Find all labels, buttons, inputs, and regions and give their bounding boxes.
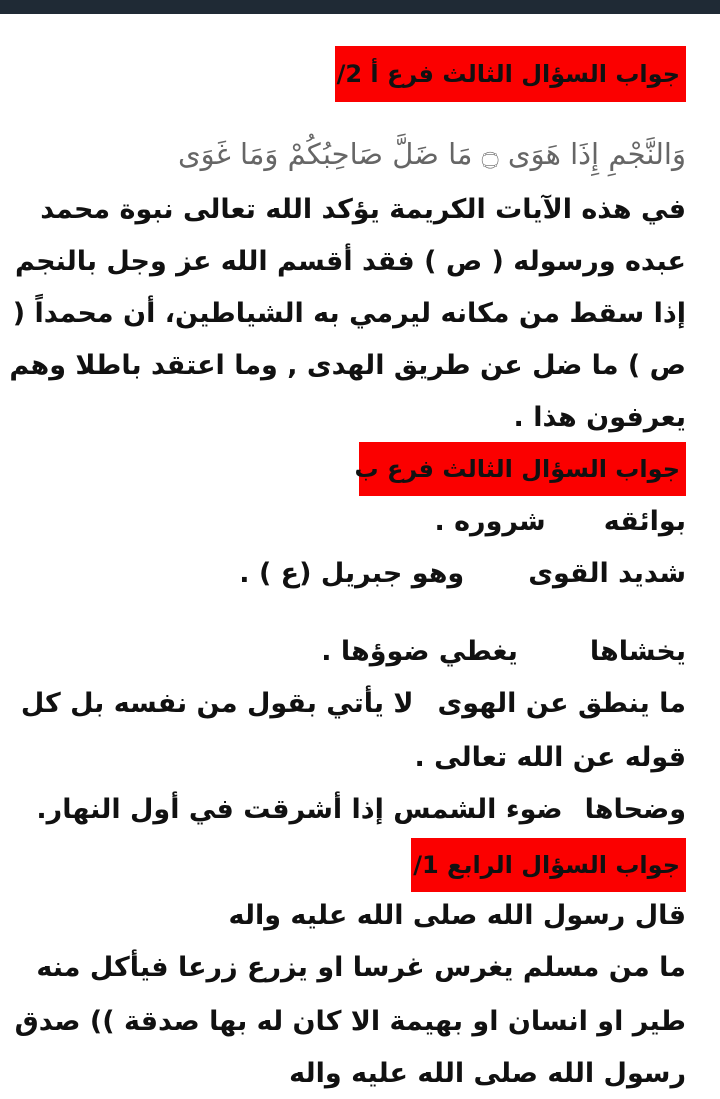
paragraph-line: ص ) ما ضل عن طريق الهدى , وما اعتقد باطلا وهم <box>9 350 686 381</box>
vocab-word: وضحاها <box>584 794 686 825</box>
paragraph-line: إذا سقط من مكانه ليرمي به الشياطين، أن محمداً ( <box>12 298 686 329</box>
vocab-continuation: قوله عن الله تعالى . <box>414 742 686 773</box>
vocab-word: بوائقه <box>603 506 686 537</box>
vocab-meaning: شروره . <box>434 506 546 537</box>
vocab-row <box>239 554 686 594</box>
vocab-row <box>321 632 686 672</box>
paragraph-line: يعرفون هذا . <box>513 402 686 433</box>
quran-verse: وَالنَّجْمِ إِذَا هَوَى ۝ مَا ضَلَّ صَاحِبُكُمْ وَمَا غَوَى <box>177 137 686 171</box>
vocab-word: شديد القوى <box>528 558 686 589</box>
vocab-row <box>21 684 686 724</box>
heading-question3-branch-a: جواب السؤال الثالث فرع أ 2/ <box>335 46 686 102</box>
vocab-row <box>36 790 686 830</box>
paragraph-line: طير او انسان او بهيمة الا كان له بها صدقة )) صدق <box>14 1006 686 1037</box>
vocab-word: ما ينطق عن الهوى <box>437 688 686 719</box>
paragraph-line: رسول الله صلى الله عليه واله <box>289 1058 686 1089</box>
vocab-row <box>434 502 686 542</box>
heading-question3-branch-b: جواب السؤال الثالث فرع ب <box>359 442 686 496</box>
heading-question4-branch-1: جواب السؤال الرابع 1/ <box>411 838 686 892</box>
vocab-meaning: وهو جبريل (ع ) . <box>239 558 465 589</box>
vocab-meaning: ضوء الشمس إذا أشرقت في أول النهار. <box>36 794 563 825</box>
vocab-meaning: يغطي ضوؤها . <box>321 636 518 667</box>
paragraph-line: ما من مسلم يغرس غرسا او يزرع زرعا فيأكل منه <box>36 952 686 983</box>
vocab-word: يخشاها <box>589 636 686 667</box>
vocab-meaning: لا يأتي بقول من نفسه بل كل <box>20 688 414 719</box>
paragraph-line: عبده ورسوله ( ص ) فقد أقسم الله عز وجل بالنجم <box>14 246 686 277</box>
paragraph-line: في هذه الآيات الكريمة يؤكد الله تعالى نبوة محمد <box>40 194 686 225</box>
paragraph-line: قال رسول الله صلى الله عليه واله <box>228 900 686 931</box>
